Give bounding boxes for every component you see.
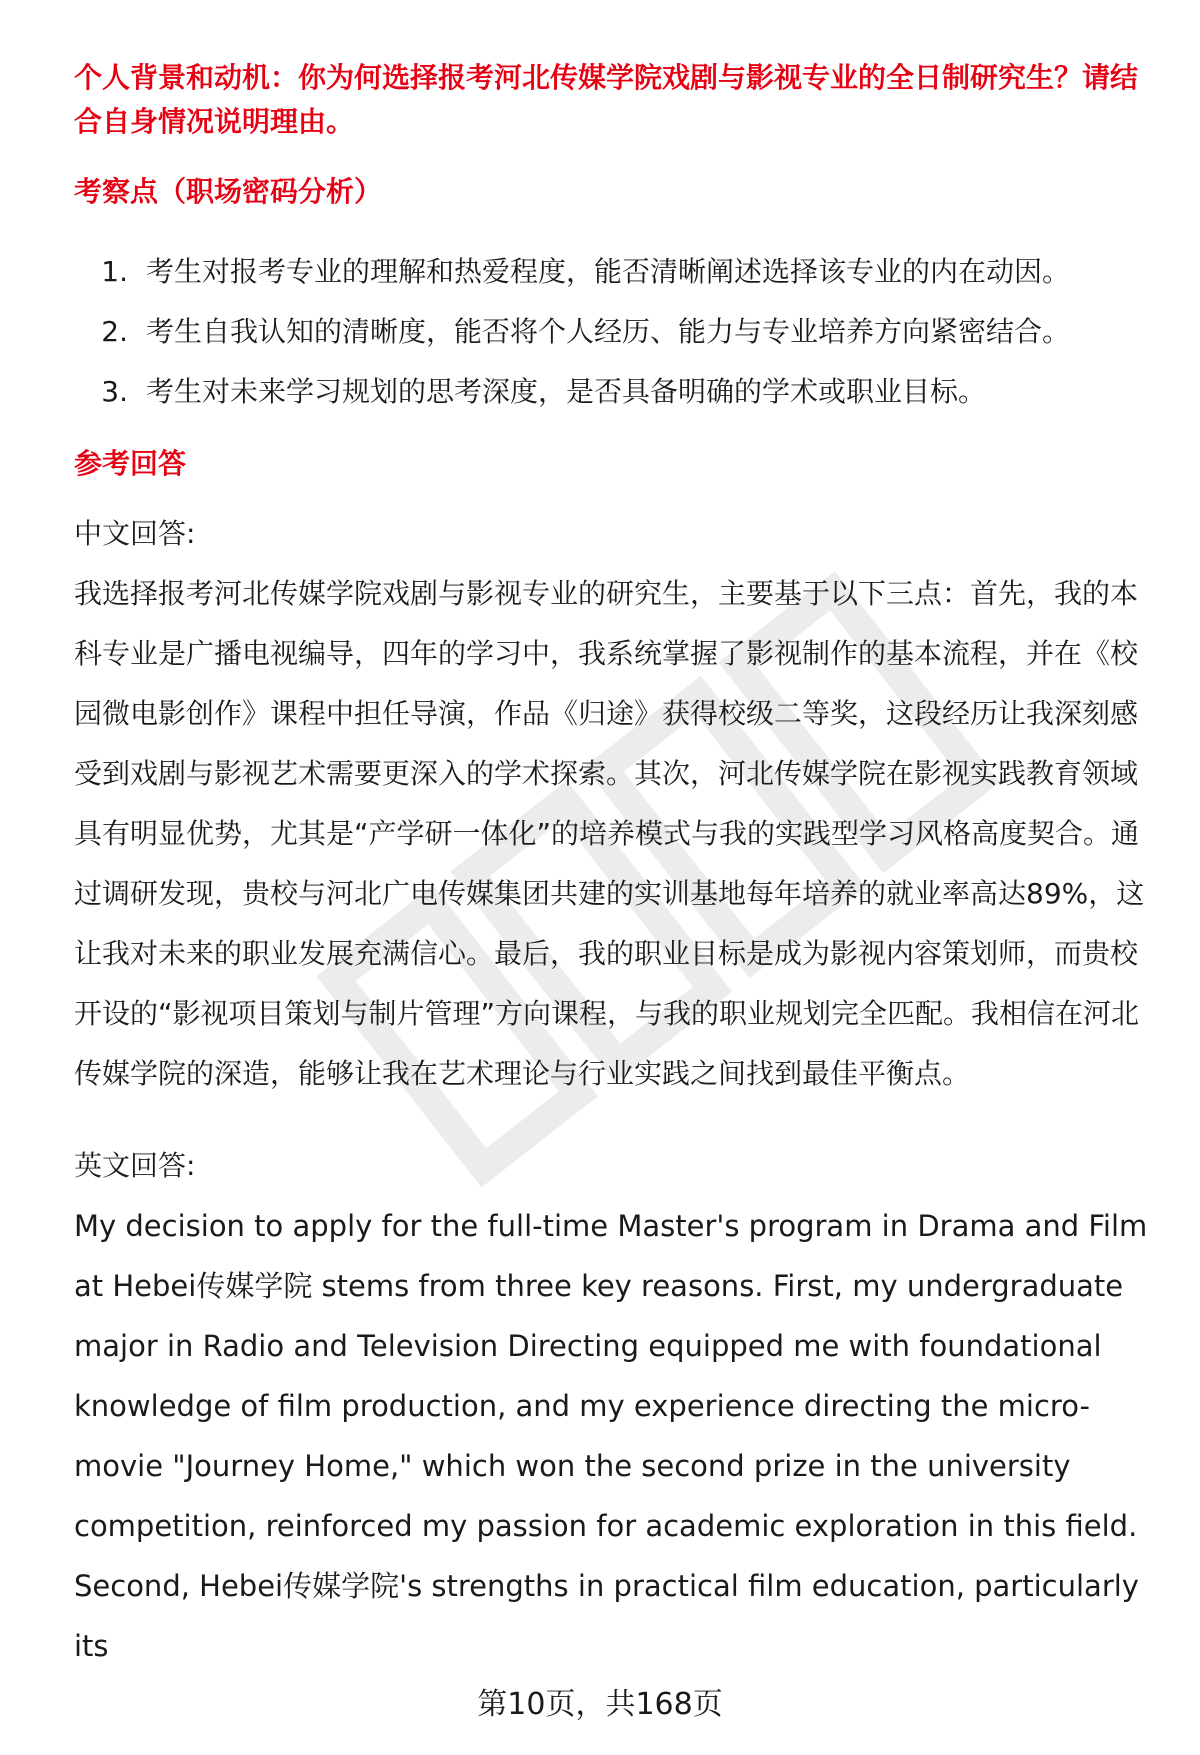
- exam-point-text: 考生对报考专业的理解和热爱程度，能否清晰阐述选择该专业的内在动因。: [146, 255, 1071, 288]
- english-answer-text: My decision to apply for the full-time Master's program in Drama and Film at Hebei传媒学院 stems from three key reasons. First, my undergraduate major in Radio and Television Directing equipped me with foundational knowledge of film production, and my experience directing the micro-movie "Journey Home," which won the second prize in the university competition, reinforced my passion for academic exploration in this field. Second, Hebei传媒学院's strengths in practical film education, particularly its: [74, 1209, 1148, 1663]
- question-heading: 个人背景和动机：你为何选择报考河北传媒学院戏剧与影视专业的全日制研究生？请结合自身情况说明理由。: [74, 61, 1139, 138]
- list-item: 2. 考生自我认知的清晰度，能否将个人经历、能力与专业培养方向紧密结合。: [74, 302, 1154, 362]
- exam-points-title: 考察点（职场密码分析）: [74, 175, 383, 208]
- list-item: 1. 考生对报考专业的理解和热爱程度，能否清晰阐述选择该专业的内在动因。: [74, 242, 1154, 302]
- english-answer-label: 英文回答:: [74, 1149, 196, 1182]
- exam-point-text: 考生对未来学习规划的思考深度，是否具备明确的学术或职业目标。: [146, 375, 987, 408]
- document-page: [74, 56, 1154, 1676]
- chinese-answer-label: 中文回答:: [74, 517, 196, 550]
- list-item: 3. 考生对未来学习规划的思考深度，是否具备明确的学术或职业目标。: [74, 362, 1154, 422]
- chinese-answer-text: 我选择报考河北传媒学院戏剧与影视专业的研究生，主要基于以下三点：首先，我的本科专业是广播电视编导，四年的学习中，我系统掌握了影视制作的基本流程，并在《校园微电影创作》课程中担任导演，作品《归途》获得校级二等奖，这段经历让我深刻感受到戏剧与影视艺术需要更深入的学术探索。其次，河北传媒学院在影视实践教育领域具有明显优势，尤其是“产学研一体化”的培养模式与我的实践型学习风格高度契合。通过调研发现，贵校与河北广电传媒集团共建的实训基地每年培养的就业率高达89%，这让我对未来的职业发展充满信心。最后，我的职业目标是成为影视内容策划师，而贵校开设的“影视项目策划与制片管理”方向课程，与我的职业规划完全匹配。我相信在河北传媒学院的深造，能够让我在艺术理论与行业实践之间找到最佳平衡点。: [74, 577, 1145, 1090]
- exam-points-list: [74, 242, 1154, 422]
- exam-point-text: 考生自我认知的清晰度，能否将个人经历、能力与专业培养方向紧密结合。: [146, 315, 1071, 348]
- reference-answer-title: 参考回答: [74, 447, 187, 480]
- page-number-footer: 第10页，共168页: [477, 1687, 723, 1722]
